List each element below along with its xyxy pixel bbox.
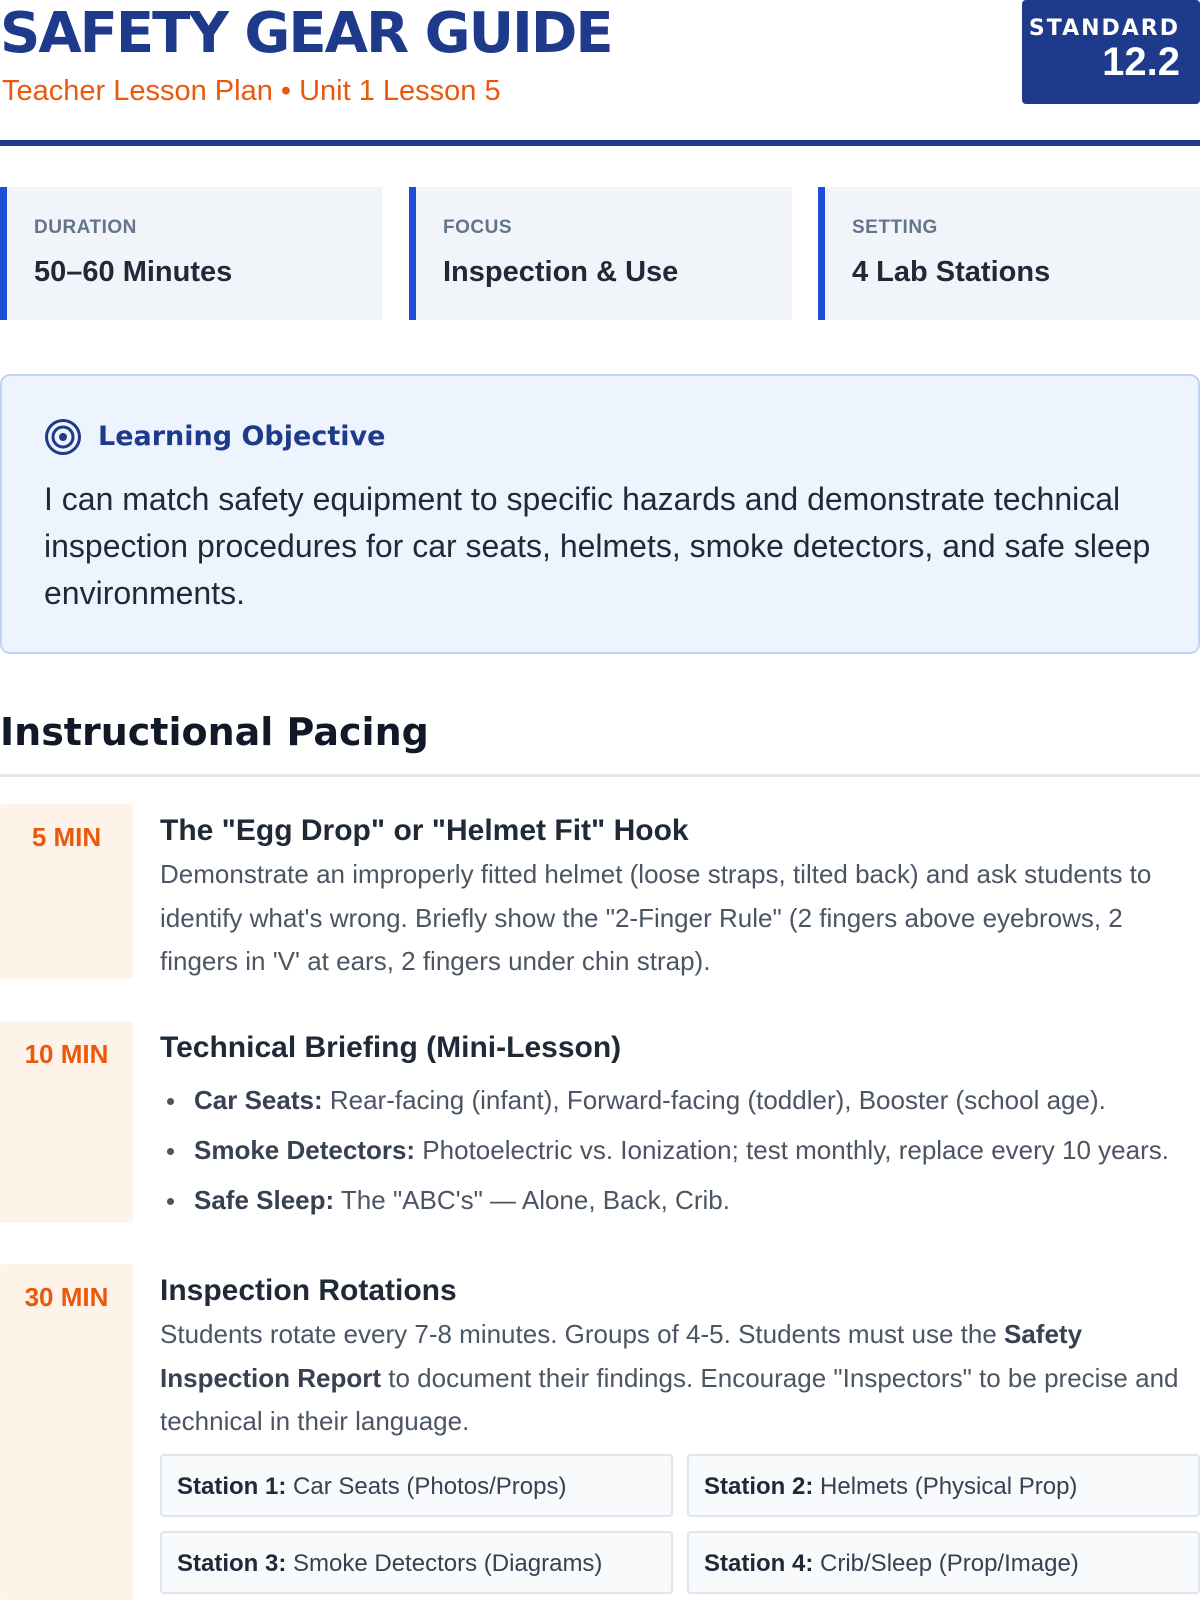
pacing-body xyxy=(160,1031,1200,1235)
stat-label: DURATION xyxy=(34,217,137,238)
pacing-title: Inspection Rotations xyxy=(160,1274,457,1307)
stat-value: Inspection & Use xyxy=(443,256,679,288)
pacing-title: The "Egg Drop" or "Helmet Fit" Hook xyxy=(160,814,689,847)
time-label: 10 MIN xyxy=(24,1039,109,1069)
report-name: Safety Inspection Report xyxy=(160,1319,1083,1393)
target-icon xyxy=(44,418,82,456)
station-card-4 xyxy=(687,1531,1200,1594)
stat-value: 50–60 Minutes xyxy=(34,256,233,288)
station-text: Helmets (Physical Prop) xyxy=(813,1473,1078,1500)
pacing-body xyxy=(160,814,1200,984)
pacing-text-after: to document their findings. Encourage "Inspectors" to be precise and technical in their language. xyxy=(160,1362,1179,1436)
station-text: Smoke Detectors (Diagrams) xyxy=(286,1550,603,1577)
time-badge xyxy=(0,804,133,979)
station-label: Station 2: xyxy=(704,1473,814,1500)
bullet-term: Smoke Detectors: xyxy=(194,1135,416,1165)
standard-badge xyxy=(1022,0,1200,104)
stat-label: SETTING xyxy=(852,217,938,238)
stat-label: FOCUS xyxy=(443,217,512,238)
page-subtitle: Teacher Lesson Plan • Unit 1 Lesson 5 xyxy=(2,75,501,107)
time-label: 30 MIN xyxy=(24,1282,109,1312)
list-item xyxy=(160,1185,1200,1215)
section-title-pacing: Instructional Pacing xyxy=(0,710,429,754)
pacing-body xyxy=(160,1274,1200,1444)
time-badge xyxy=(0,1264,133,1600)
stat-value: 4 Lab Stations xyxy=(852,256,1051,288)
standard-label: STANDARD xyxy=(1028,16,1180,41)
objective-heading: Learning Objective xyxy=(98,421,386,452)
standard-value: 12.2 xyxy=(1102,40,1180,84)
stat-card-setting xyxy=(818,187,1200,320)
station-label: Station 3: xyxy=(177,1550,287,1577)
objective-text: I can match safety equipment to specific hazards and demonstrate technical inspection procedures for car seats, helmets, smoke detectors, and safe sleep environments. xyxy=(44,481,1151,611)
pacing-text: Demonstrate an improperly fitted helmet (loose straps, tilted back) and ask students to identify what's wrong. Briefly show the "2-Finger Rule" (2 fingers above eyebrows, 2 fingers in 'V' at ears, 2 fingers under chin strap). xyxy=(160,859,1152,976)
station-text: Car Seats (Photos/Props) xyxy=(286,1473,567,1500)
list-item xyxy=(160,1135,1200,1165)
page-title: SAFETY GEAR GUIDE xyxy=(0,1,612,66)
page-header xyxy=(0,0,1200,148)
pacing-title: Technical Briefing (Mini-Lesson) xyxy=(160,1031,622,1064)
bullet-text: The "ABC's" — Alone, Back, Crib. xyxy=(334,1185,730,1215)
list-item xyxy=(160,1085,1200,1115)
time-badge xyxy=(0,1021,133,1223)
time-label: 5 MIN xyxy=(31,822,102,852)
learning-objective-box xyxy=(0,374,1200,654)
station-label: Station 1: xyxy=(177,1473,287,1500)
pacing-text xyxy=(160,1313,1200,1444)
bullet-list xyxy=(160,1085,1200,1215)
section-divider xyxy=(0,774,1200,777)
station-label: Station 4: xyxy=(704,1550,814,1577)
bullet-term: Safe Sleep: xyxy=(194,1185,335,1215)
pacing-text-before: Students rotate every 7-8 minutes. Groups of 4-5. Students must use the xyxy=(160,1319,1004,1349)
lesson-stats xyxy=(0,187,1200,320)
station-card-3 xyxy=(160,1531,673,1594)
station-text: Crib/Sleep (Prop/Image) xyxy=(813,1550,1079,1577)
stat-card-duration xyxy=(0,187,382,320)
stat-card-focus xyxy=(409,187,792,320)
bullet-term: Car Seats: xyxy=(194,1085,323,1115)
station-card-1 xyxy=(160,1454,673,1517)
bullet-text: Rear-facing (infant), Forward-facing (toddler), Booster (school age). xyxy=(322,1085,1106,1115)
header-divider xyxy=(0,140,1200,146)
station-card-2 xyxy=(687,1454,1200,1517)
bullet-text: Photoelectric vs. Ionization; test monthly, replace every 10 years. xyxy=(415,1135,1169,1165)
